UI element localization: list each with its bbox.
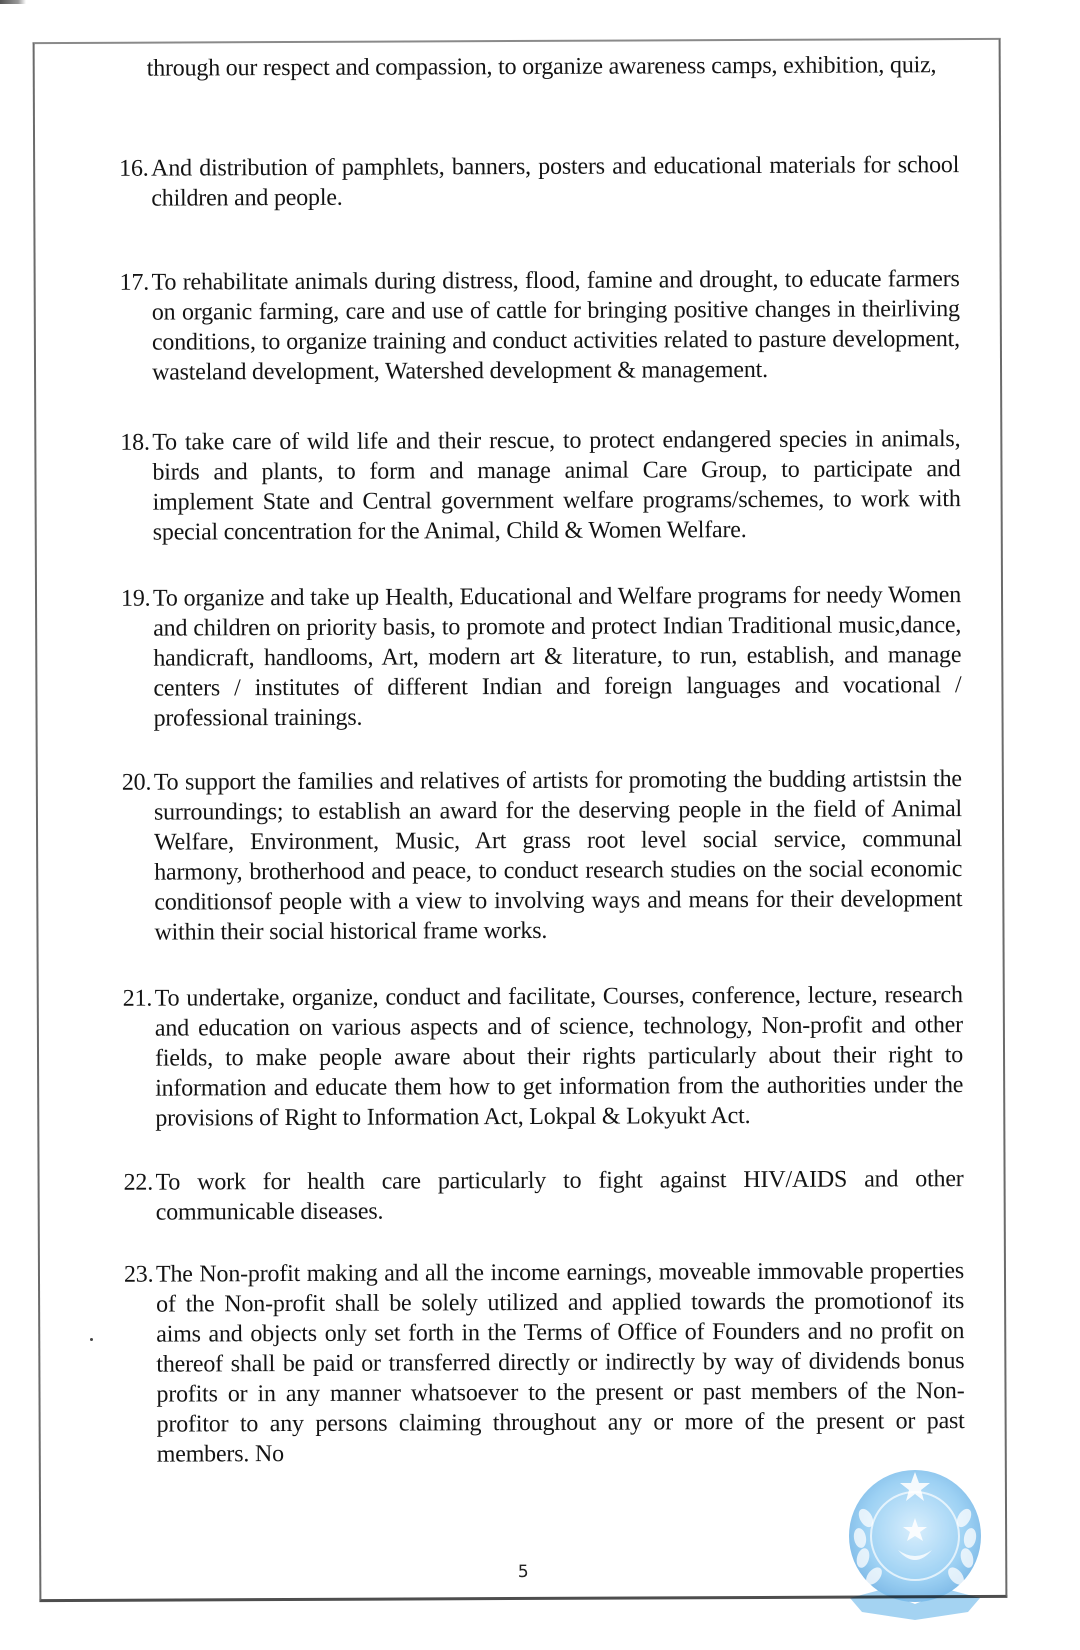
item-text: To work for health care particularly to fight against HIV/AIDS and other communicable diseases. (155, 1166, 964, 1226)
item-number: 19. (120, 585, 151, 612)
item-text: To take care of wild life and their rescue, to protect endangered species in animals, birds and plants, to form and manage animal Care Group, to participate and implement State and Central government welfare programs/schemes, to work with special concentration for the Animal, Child & Women Welfare. (152, 426, 961, 546)
scan-edge-artifact (0, 0, 26, 4)
item-number: 20. (121, 769, 152, 796)
page-content (35, 40, 1006, 1599)
list-item-19 (120, 580, 962, 734)
item-number: 22. (123, 1169, 154, 1196)
item-number: 23. (123, 1261, 154, 1288)
item-text: The Non-profit making and all the income earnings, moveable immovable properties of the Non-profit shall be solely utilized and applied towards the promotionof its aims and objects only set forth in the Terms of Office of Founders and no profit on thereof shall be paid or transferred directly or indirectly by way of dividends bonus profits or in any manner whatsoever to the present or past members of the Non-profitor to any persons claiming throughout any or more of the present or past members. No (155, 1258, 965, 1468)
item-number: 18. (120, 429, 150, 456)
item-text: To rehabilitate animals during distress, flood, famine and drought, to educate farmers on organic farming, care and use of cattle for bringing positive changes in theirliving conditions, to organize training and conduct activities related to pasture development, wasteland development, Watershed development & management. (151, 266, 960, 386)
list-item-18 (120, 424, 961, 548)
list-item-16 (119, 150, 960, 214)
item-text: To support the families and relatives of artists for promoting the budding artistsin the surroundings; to establish an award for the deserving people in the field of Animal Welfare, Environment, Music, Art grass root level social service, communal harmony, brotherhood and peace, to conduct research studies on the social economic conditionsof people with a view to involving ways and means for their development within their social historical frame works. (153, 766, 963, 946)
item-text: And distribution of pamphlets, banners, posters and educational materials for school children and people. (151, 152, 960, 212)
page-number: 5 (517, 1561, 529, 1583)
list-item-22 (123, 1164, 964, 1228)
item-number: 21. (122, 985, 153, 1012)
item-text: To organize and take up Health, Educational and Welfare programs for needy Women and children on priority basis, to promote and protect Indian Traditional music,dance, handicraft, handlooms, Art, modern art & literature, to run, establish, and manage centers / institutes of different Indian and foreign languages and vocational / professional trainings. (152, 582, 962, 732)
item-text: To undertake, organize, conduct and facilitate, Courses, conference, lecture, research and education on various aspects and of science, technology, Non-profit and other fields, to make people aware about their rights particularly about their right to information and educate them how to get information from the authorities under the provisions of Right to Information Act, Lokpal & Lokyukt Act. (154, 982, 964, 1132)
list-item-23 (123, 1256, 965, 1470)
item-number: 17. (119, 269, 150, 296)
continued-paragraph: through our respect and compassion, to organize awareness camps, exhibition, quiz, (146, 52, 937, 82)
scan-dot-artifact (90, 1338, 93, 1341)
item-number: 16. (119, 155, 149, 182)
list-item-17 (119, 264, 961, 388)
list-item-20 (121, 764, 963, 948)
list-item-21 (122, 980, 964, 1134)
seal-stamp-icon (840, 1458, 990, 1628)
page-border (33, 38, 1008, 1602)
